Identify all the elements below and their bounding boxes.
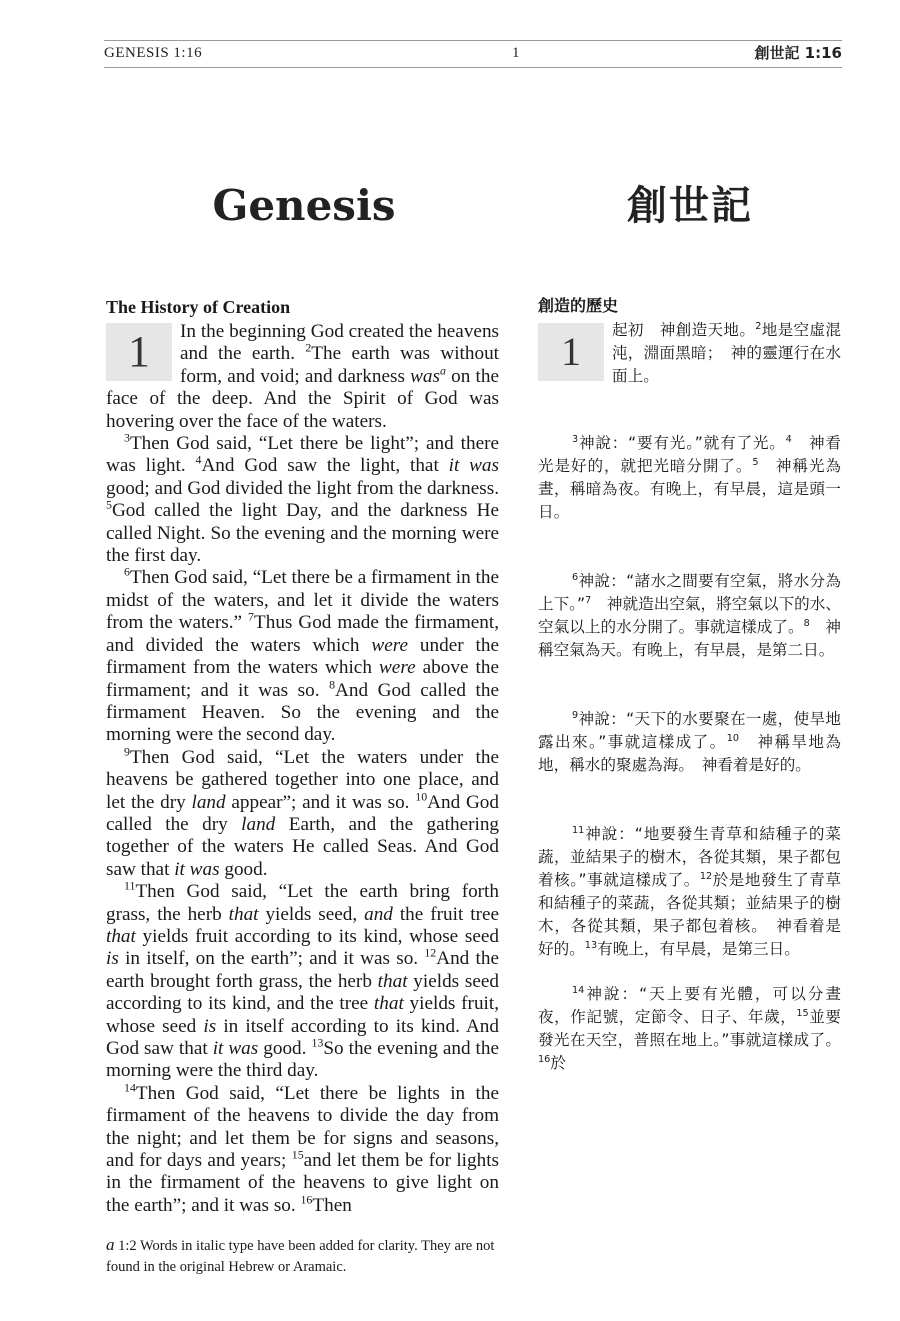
- footnote: [106, 1234, 506, 1278]
- verse-number: 4: [195, 453, 202, 468]
- verse-number: 16: [538, 1053, 551, 1065]
- paragraph-5: $^{11}$Then God said, “Let the earth bring forth grass, the herb that yields seed, and the fruit tree that yields fruit according to its kind, whose seed is in itself, on the earth”; and it was so. $^{12}$And the earth brought forth grass, the herb that yields seed according to its kind, and the tree that yields fruit, whose seed is in itself according to its kind. And God saw that it was good. $^{13}$So the evening and the morning were the third day.: [106, 878, 499, 1082]
- paragraph-1: 1 In the beginning God created the heavens and the earth. $^2$The earth was without form, and void; and darkness was$^a$ on the face of the deep. And the Spirit of God was hovering over the face of the waters.: [106, 321, 499, 432]
- verse-number: 10: [726, 732, 739, 744]
- paragraph-4: $^9$Then God said, “Let the waters under the heavens be gathered together into one place, and let the dry land appear”; and it was so. $^{10}$And God called the dry land Earth, and the gathering together of the waters He called Seas. And God saw that it was good.: [106, 744, 500, 880]
- chinese-column: [538, 296, 841, 1075]
- paragraph-2: $^3$Then God said, “Let there be light”; and there was light. $^4$And God saw the light, that it was good; and God divided the light from the darkness. $^5$God called the light Day, and the darkness He called Night. So the evening and the morning were the first day.: [106, 430, 499, 567]
- verse-number: 12: [424, 945, 437, 960]
- verse-number: 15: [796, 1007, 809, 1019]
- zh-paragraph-3: $^6$神說：“諸水之間要有空氣，將水分為上下。”$^7$ 神就造出空氣，將空氣以下的水、空氣以上的水分開了。事就這樣成了。$^8$ 神稱空氣為天。有晚上，有早晨，是第二日。: [538, 571, 841, 659]
- verse-number: 6: [124, 565, 130, 580]
- running-header-left: GENESIS 1:16: [104, 45, 203, 61]
- verse-number: 2: [755, 320, 762, 332]
- chapter-number-chinese: 1: [538, 323, 604, 381]
- page-number: 1: [512, 45, 520, 61]
- zh-paragraph-1: 1 起初 神創造天地。$^2$地是空虛混沌，淵面黑暗； 神的靈運行在水面上。: [538, 319, 841, 388]
- verse-number: 14: [572, 984, 585, 996]
- paragraph-3: $^6$Then God said, “Let there be a firmament in the midst of the waters, and let it divide the waters from the waters.” $^7$Thus God made the firmament, and divided the waters which were under the firmament from the waters which were above the firmament; and it was so. $^8$And God called the firmament Heaven. So the evening and the morning were the second day.: [106, 565, 499, 746]
- paragraph-6: $^{14}$Then God said, “Let there be lights in the firmament of the heavens to divide the day from the night; and let them be for signs and seasons, and for days and years; $^{15}$and let them be for lights in the firmament of the heavens to give light on the earth”; and it was so. $^{16}$Then: [106, 1080, 499, 1216]
- running-header-right: 創世記 1:16: [754, 44, 842, 62]
- zh-paragraph-2: $^3$神說：“要有光。”就有了光。$^4$ 神看光是好的，就把光暗分開了。$^5$ 神稱光為晝，稱暗為夜。有晚上，有早晨，這是頭一日。: [538, 433, 841, 521]
- verse-number: 10: [415, 789, 428, 804]
- verse-number: 12: [699, 870, 713, 882]
- header-top-rule: [104, 40, 842, 41]
- verse-number: 3: [572, 433, 579, 445]
- section-heading-chinese: 創造的歷史: [538, 296, 619, 315]
- verse-number: 8: [803, 617, 810, 629]
- verse-number: 7: [585, 594, 592, 606]
- book-title-chinese: 創世記: [627, 182, 753, 229]
- verse-number: 13: [584, 939, 598, 951]
- verse-number: 8: [329, 677, 336, 692]
- book-title-english: Genesis: [212, 181, 396, 230]
- chapter-number: 1: [106, 323, 172, 381]
- verse-number: 5: [106, 497, 112, 512]
- section-heading-english: The History of Creation: [106, 297, 291, 317]
- verse-number: 11: [124, 878, 136, 893]
- english-column: [106, 296, 499, 1217]
- verse-number: 15: [291, 1147, 304, 1162]
- verse-number: 6: [572, 571, 579, 583]
- footnote-mark: a: [106, 1235, 115, 1254]
- verse-number: 11: [572, 824, 585, 836]
- verse-number: 9: [572, 709, 579, 721]
- zh-paragraph-6: $^{14}$神說：“天上要有光體，可以分晝夜，作記號，定節令、日子、年歲，$^{15}$並要發光在天空，普照在地上。”事就這樣成了。$^{16}$於: [538, 984, 841, 1072]
- verse-number: 9: [124, 744, 130, 759]
- verse-number: 5: [752, 456, 759, 468]
- zh-paragraph-5: $^{11}$神說：“地要發生青草和結種子的菜蔬，並結果子的樹木，各從其類，果子都包着核。”事就這樣成了。$^{12}$於是地發生了青草和結種子的菜蔬，各從其類；並結果子的樹木，各從其類，果子都包着核。 神看着是好的。$^{13}$有晚上，有早晨，是第三日。: [538, 824, 841, 958]
- verse-number: 3: [124, 430, 130, 445]
- footnote-ref: 1:2: [118, 1238, 137, 1254]
- zh-paragraph-4: $^9$神說：“天下的水要聚在一處，使旱地露出來。”事就這樣成了。$^{10}$ 神稱旱地為地，稱水的聚處為海。 神看着是好的。: [538, 709, 841, 774]
- footnote-marker: a: [439, 363, 446, 378]
- verse-number: 13: [311, 1035, 324, 1050]
- verse-number: 7: [248, 609, 254, 624]
- verse-number: 2: [305, 341, 312, 356]
- verse-number: 14: [124, 1080, 136, 1095]
- verse-number: 16: [300, 1192, 313, 1207]
- verse-number: 4: [785, 433, 792, 445]
- header-bottom-rule: [104, 67, 842, 68]
- footnote-text: Words in italic type have been added for clarity. They are not found in the original Hebrew or Aramaic.: [106, 1238, 495, 1275]
